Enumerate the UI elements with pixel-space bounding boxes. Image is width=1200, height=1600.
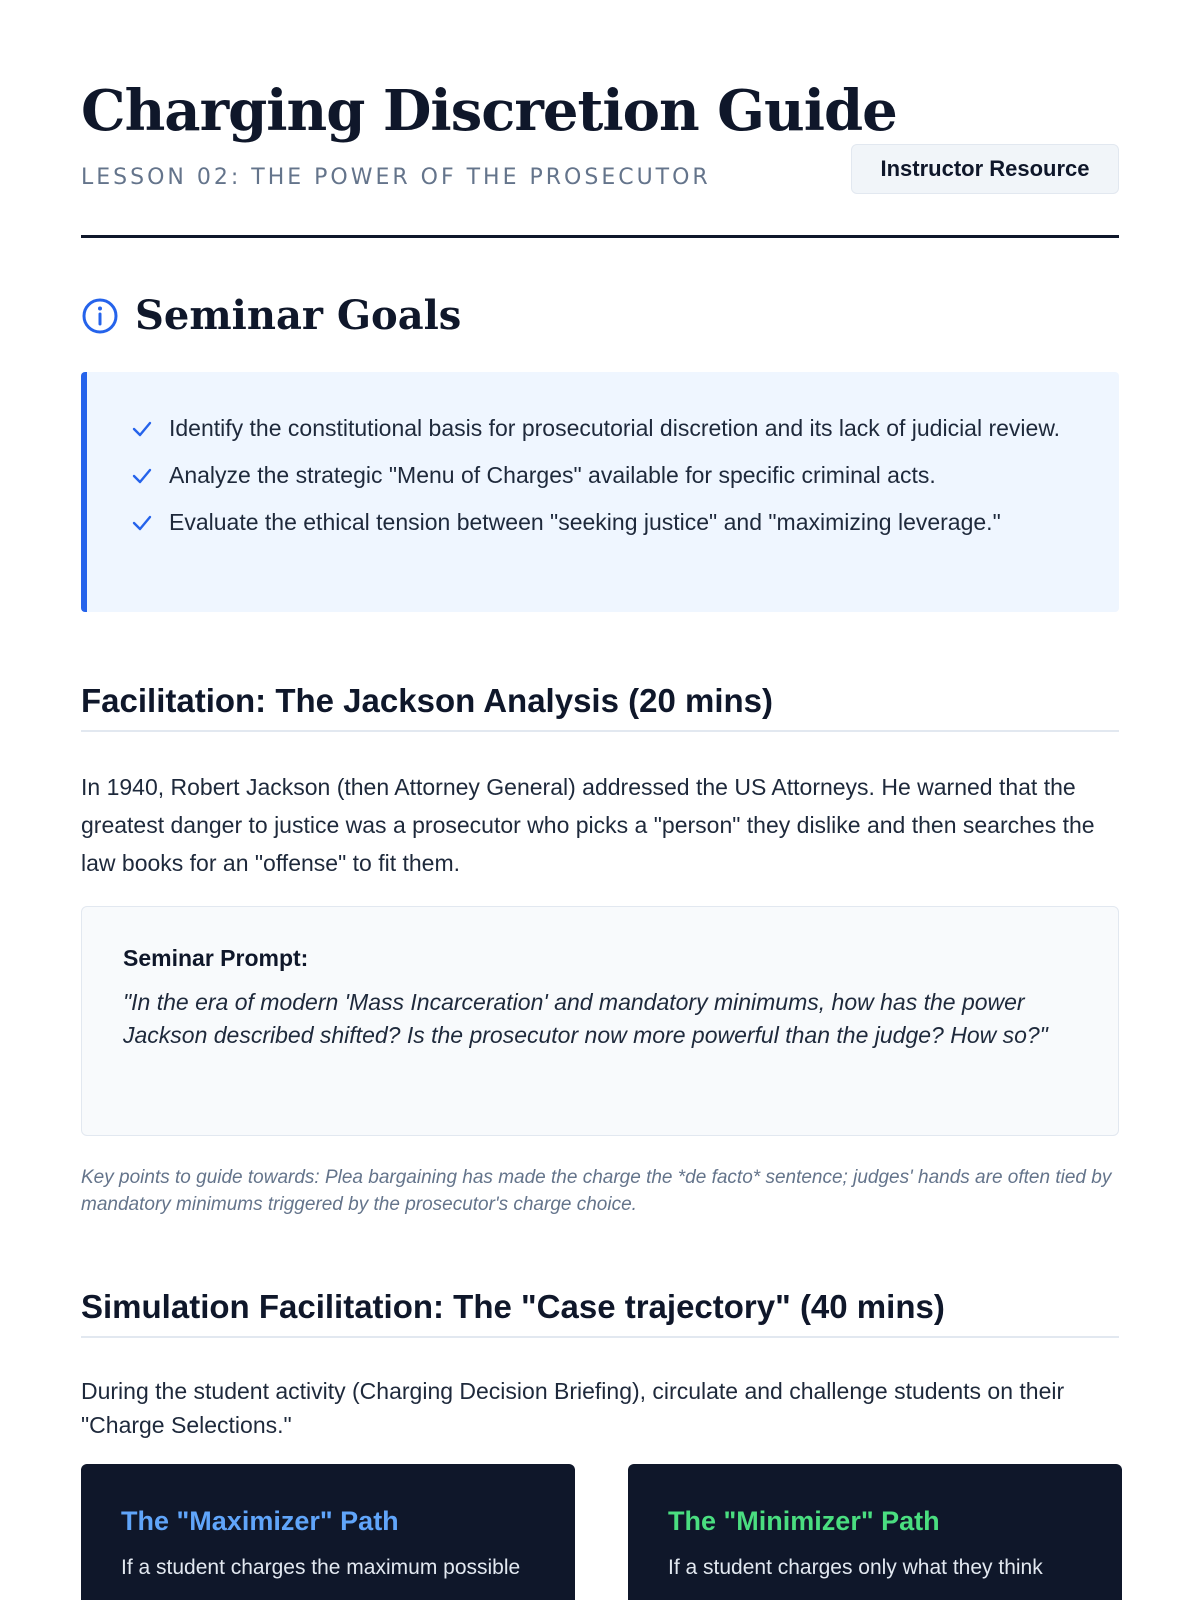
lesson-subtitle: LESSON 02: THE POWER OF THE PROSECUTOR [81,165,711,190]
check-icon [131,465,153,487]
goal-item [131,506,1079,539]
jackson-analysis-heading: Facilitation: The Jackson Analysis (20 mins) [81,682,1119,732]
info-icon [81,297,119,335]
facilitator-note: Key points to guide towards: Plea bargaining has made the charge the *de facto* sentence; judges' hands are often tied by mandatory minimums triggered by the prosecutor's charge choice. [81,1167,1112,1215]
seminar-goals-header [81,292,461,339]
goal-text: Identify the constitutional basis for prosecutorial discretion and its lack of judicial review. [169,415,1061,441]
goal-text: Analyze the strategic "Menu of Charges" available for specific criminal acts. [169,462,936,488]
seminar-goals-title: Seminar Goals [135,292,462,339]
goal-item [131,459,1079,492]
simulation-heading: Simulation Facilitation: The "Case trajectory" (40 mins) [81,1288,1119,1338]
jackson-paragraph: In 1940, Robert Jackson (then Attorney General) addressed the US Attorneys. He warned that the greatest danger to justice was a prosecutor who picks a "person" they dislike and then searches the law books for an "offense" to fit them. [81,774,1095,876]
simulation-paragraph: During the student activity (Charging Decision Briefing), circulate and challenge students on their "Charge Selections." [81,1378,1065,1438]
page-header [81,0,1119,238]
check-icon [131,512,153,534]
goal-item [131,412,1079,445]
seminar-prompt-label: Seminar Prompt: [123,945,309,971]
minimizer-path-title: The "Minimizer" Path [668,1506,940,1536]
minimizer-path-card [628,1464,1122,1600]
maximizer-path-card [81,1464,575,1600]
seminar-prompt-box [81,906,1119,1136]
maximizer-path-title: The "Maximizer" Path [121,1506,399,1536]
maximizer-path-text: If a student charges the maximum possible [121,1556,521,1579]
goal-text: Evaluate the ethical tension between "seeking justice" and "maximizing leverage." [169,509,1001,535]
minimizer-path-text: If a student charges only what they think [668,1556,1043,1579]
seminar-goals-box [81,372,1119,612]
page-title: Charging Discretion Guide [81,78,897,144]
check-icon [131,418,153,440]
seminar-prompt-text: "In the era of modern 'Mass Incarceration' and mandatory minimums, how has the power Jackson described shifted? Is the prosecutor now more powerful than the judge? How so?" [123,989,1048,1048]
instructor-resource-badge: Instructor Resource [851,144,1119,194]
